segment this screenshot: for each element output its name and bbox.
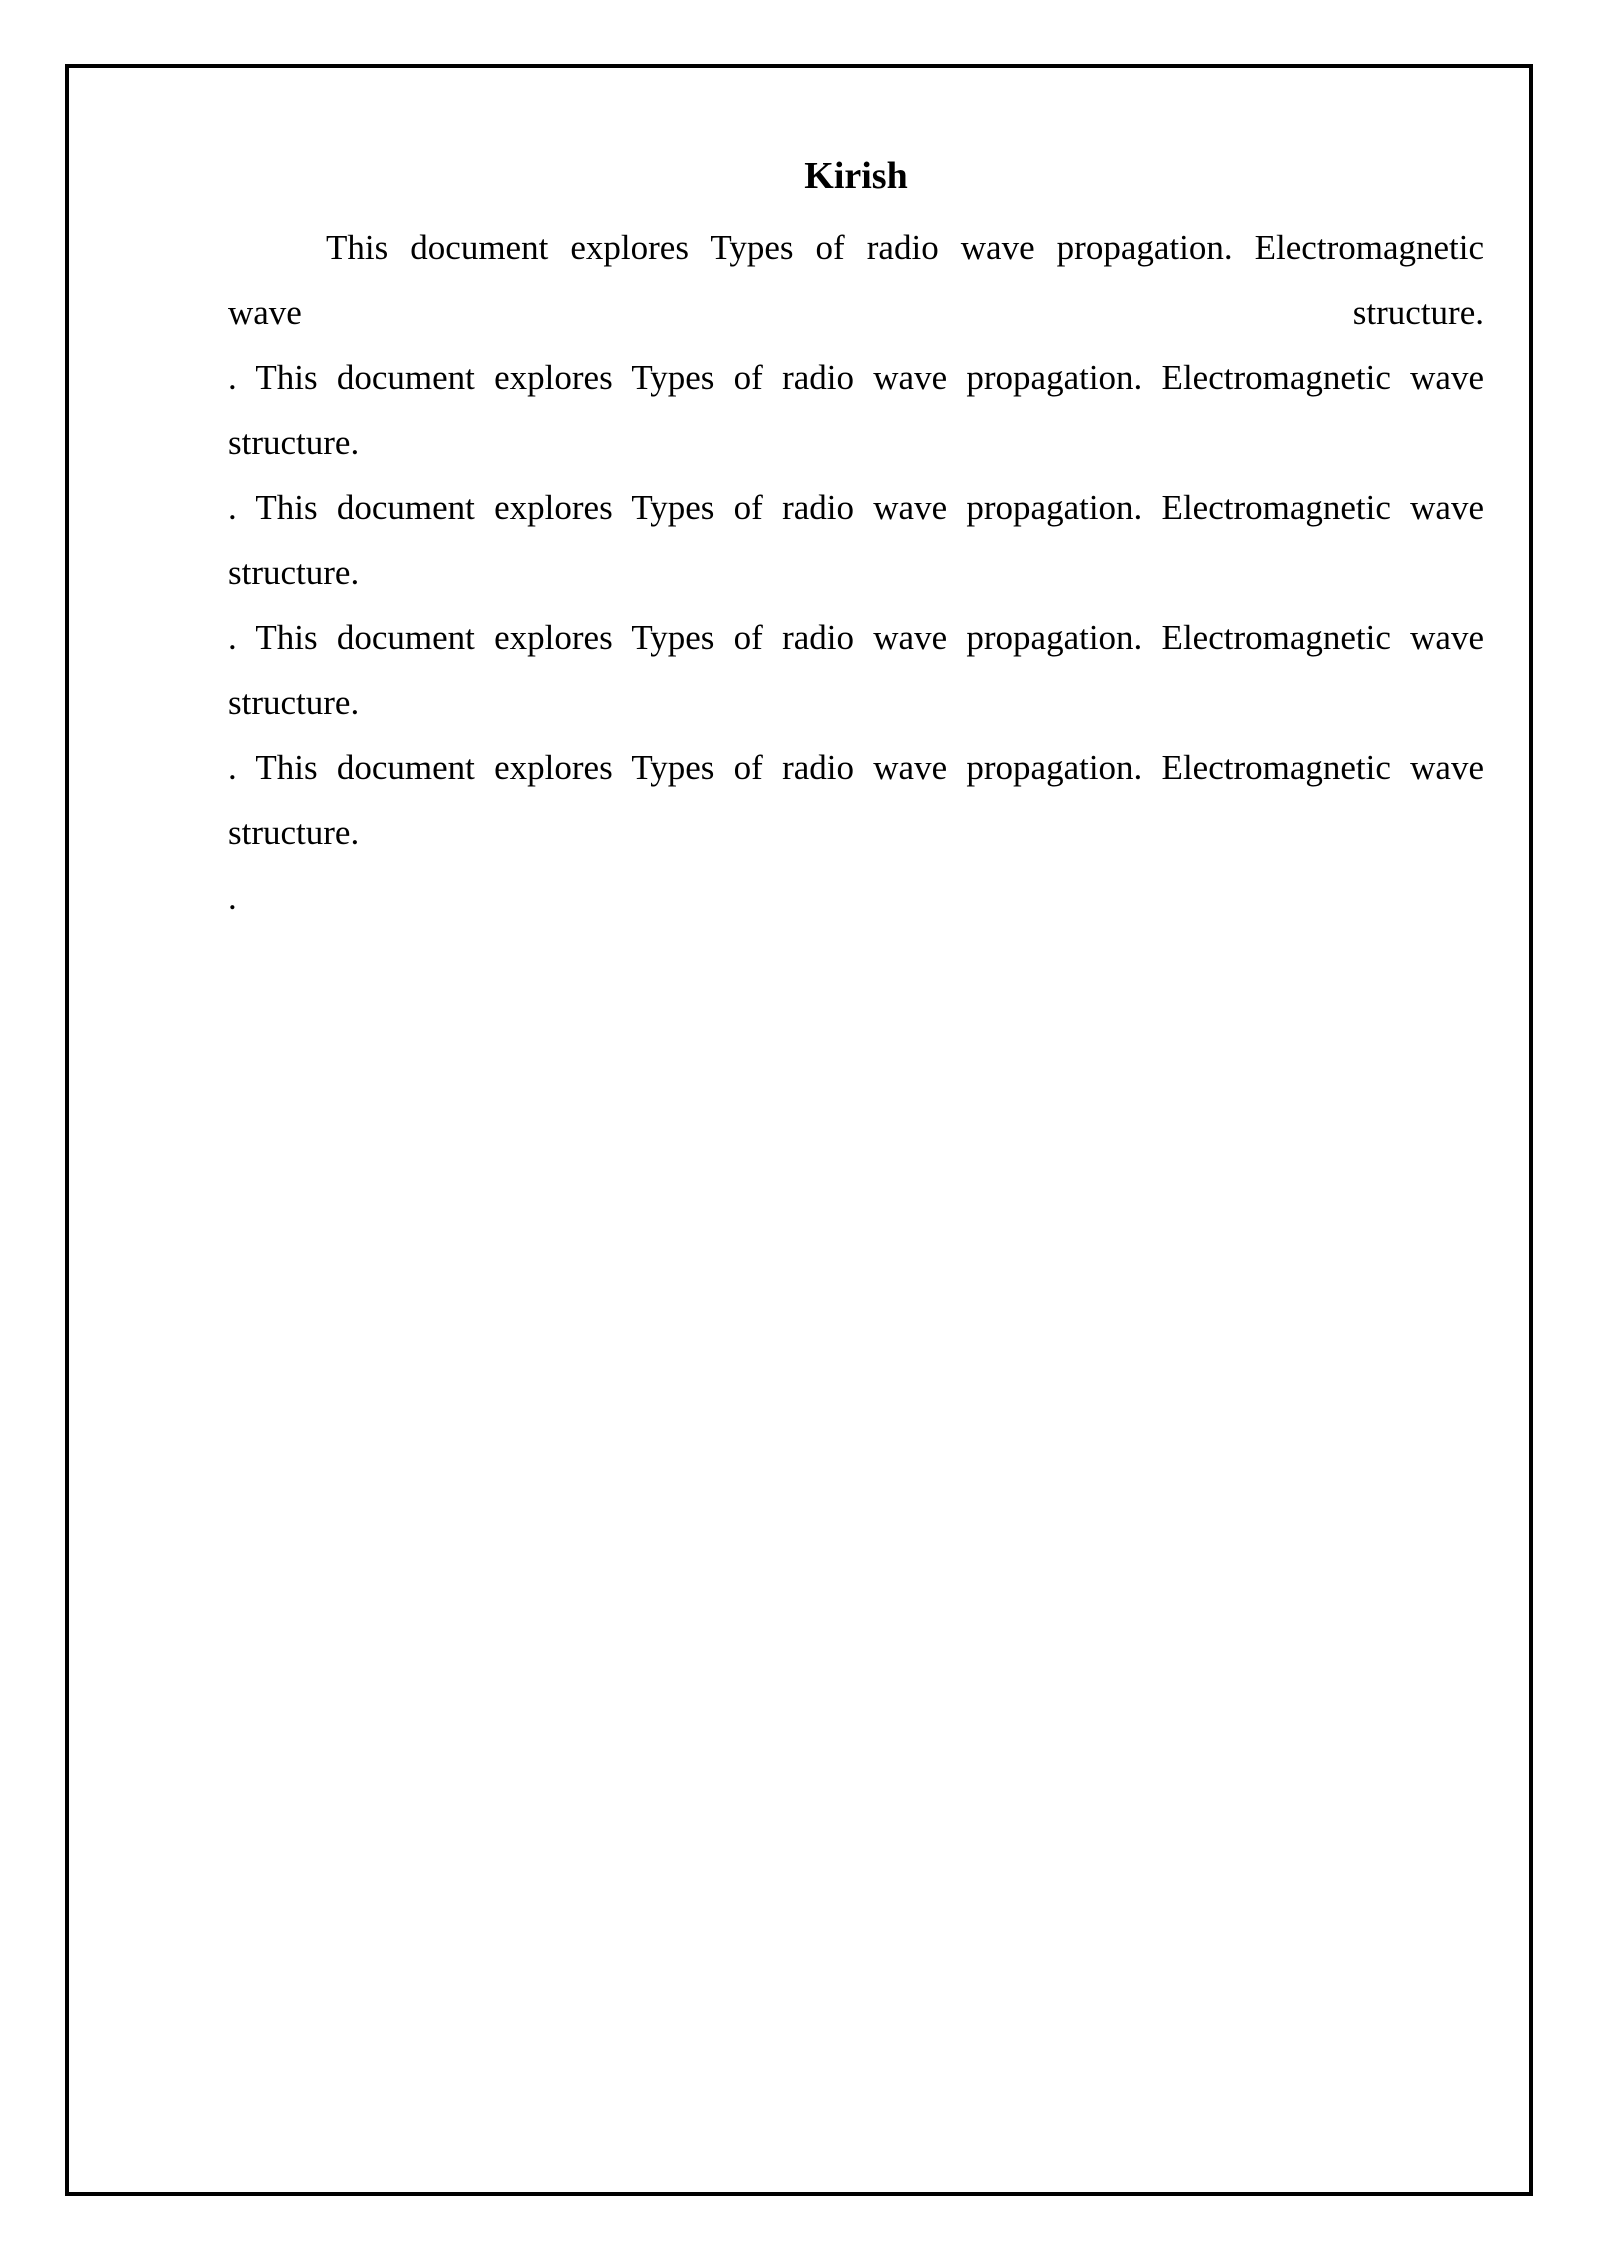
paragraph-1 xyxy=(228,345,1484,475)
paragraph-line: structure. xyxy=(228,553,360,592)
paragraph-2 xyxy=(228,475,1484,605)
paragraph-3 xyxy=(228,605,1484,735)
first-paragraph-line-2-left: wave xyxy=(228,293,302,332)
first-paragraph xyxy=(228,215,1484,345)
paragraph-4 xyxy=(228,735,1484,865)
paragraph-line: structure. xyxy=(228,683,360,722)
document-title: Kirish xyxy=(804,155,908,197)
paragraph-line: . This document explores Types of radio wave propagation. Electromagnetic wave xyxy=(228,618,1484,657)
paragraph-line: structure. xyxy=(228,813,360,852)
first-paragraph-line-2-right: structure. xyxy=(1352,293,1484,332)
document-body xyxy=(228,215,1484,930)
paragraph-line: . This document explores Types of radio wave propagation. Electromagnetic wave xyxy=(228,488,1484,527)
trailing-mark: . xyxy=(228,878,237,917)
paragraph-line: structure. xyxy=(228,423,360,462)
trailing-paragraph xyxy=(228,865,1484,930)
first-paragraph-line-1: This document explores Types of radio wave propagation. Electromagnetic xyxy=(326,228,1484,267)
first-paragraph-line-2 xyxy=(228,280,1484,345)
paragraph-line: . This document explores Types of radio wave propagation. Electromagnetic wave xyxy=(228,748,1484,787)
paragraph-line: . This document explores Types of radio wave propagation. Electromagnetic wave xyxy=(228,358,1484,397)
